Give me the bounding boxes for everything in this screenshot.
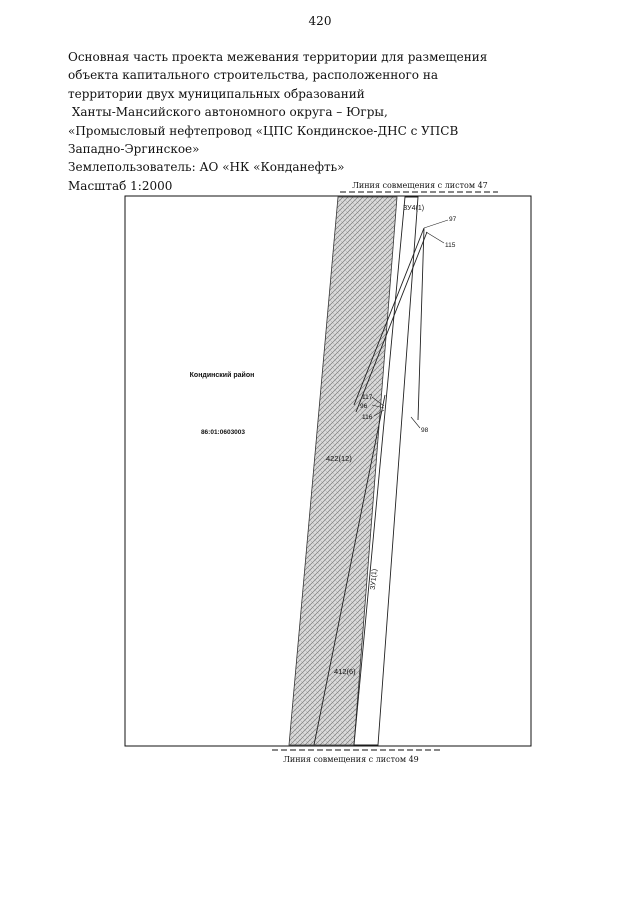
- district-label: Кондинский район: [189, 372, 255, 379]
- header-line: Ханты-Мансийского автономного округа – Югры,: [68, 105, 388, 120]
- top-edge-label: Линия совмещения с листом 47: [352, 181, 488, 190]
- header-line: территории двух муниципальных образований: [68, 86, 365, 101]
- parcel-label: 412(6): [334, 667, 356, 676]
- header-line: Землепользователь: АО «НК «Конданефть»: [68, 160, 345, 175]
- point-label: 96: [360, 403, 368, 410]
- header-line: «Промысловый нефтепровод «ЦПС Кондинское-ДНС с УПСВ: [68, 123, 459, 138]
- point-label: 115: [445, 242, 456, 249]
- point-label: 117: [362, 394, 373, 401]
- parcel-label: ЗУ4(1): [403, 205, 425, 212]
- boundary-line: [418, 228, 424, 420]
- bottom-edge-label: Линия совмещения с листом 49: [283, 755, 419, 764]
- cadastral-block-label: 86:01:0603003: [200, 429, 246, 436]
- header-line: объекта капитального строительства, расположенного на: [68, 68, 438, 83]
- header-line: Основная часть проекта межевания территории для размещения: [68, 50, 488, 64]
- point-label: 116: [362, 414, 373, 421]
- parcel-label: ЗУ1(1): [369, 568, 379, 591]
- scale-line: Масштаб 1:2000: [68, 178, 173, 193]
- header-line: Западно-Эргинское»: [68, 142, 200, 157]
- leader-line: [411, 417, 420, 428]
- point-label: 98: [421, 427, 429, 434]
- leader-line: [424, 220, 448, 228]
- parcel-label: 422(12): [326, 454, 352, 463]
- page-number: 420: [308, 14, 332, 28]
- point-label: 97: [449, 216, 457, 223]
- leader-line: [426, 232, 444, 243]
